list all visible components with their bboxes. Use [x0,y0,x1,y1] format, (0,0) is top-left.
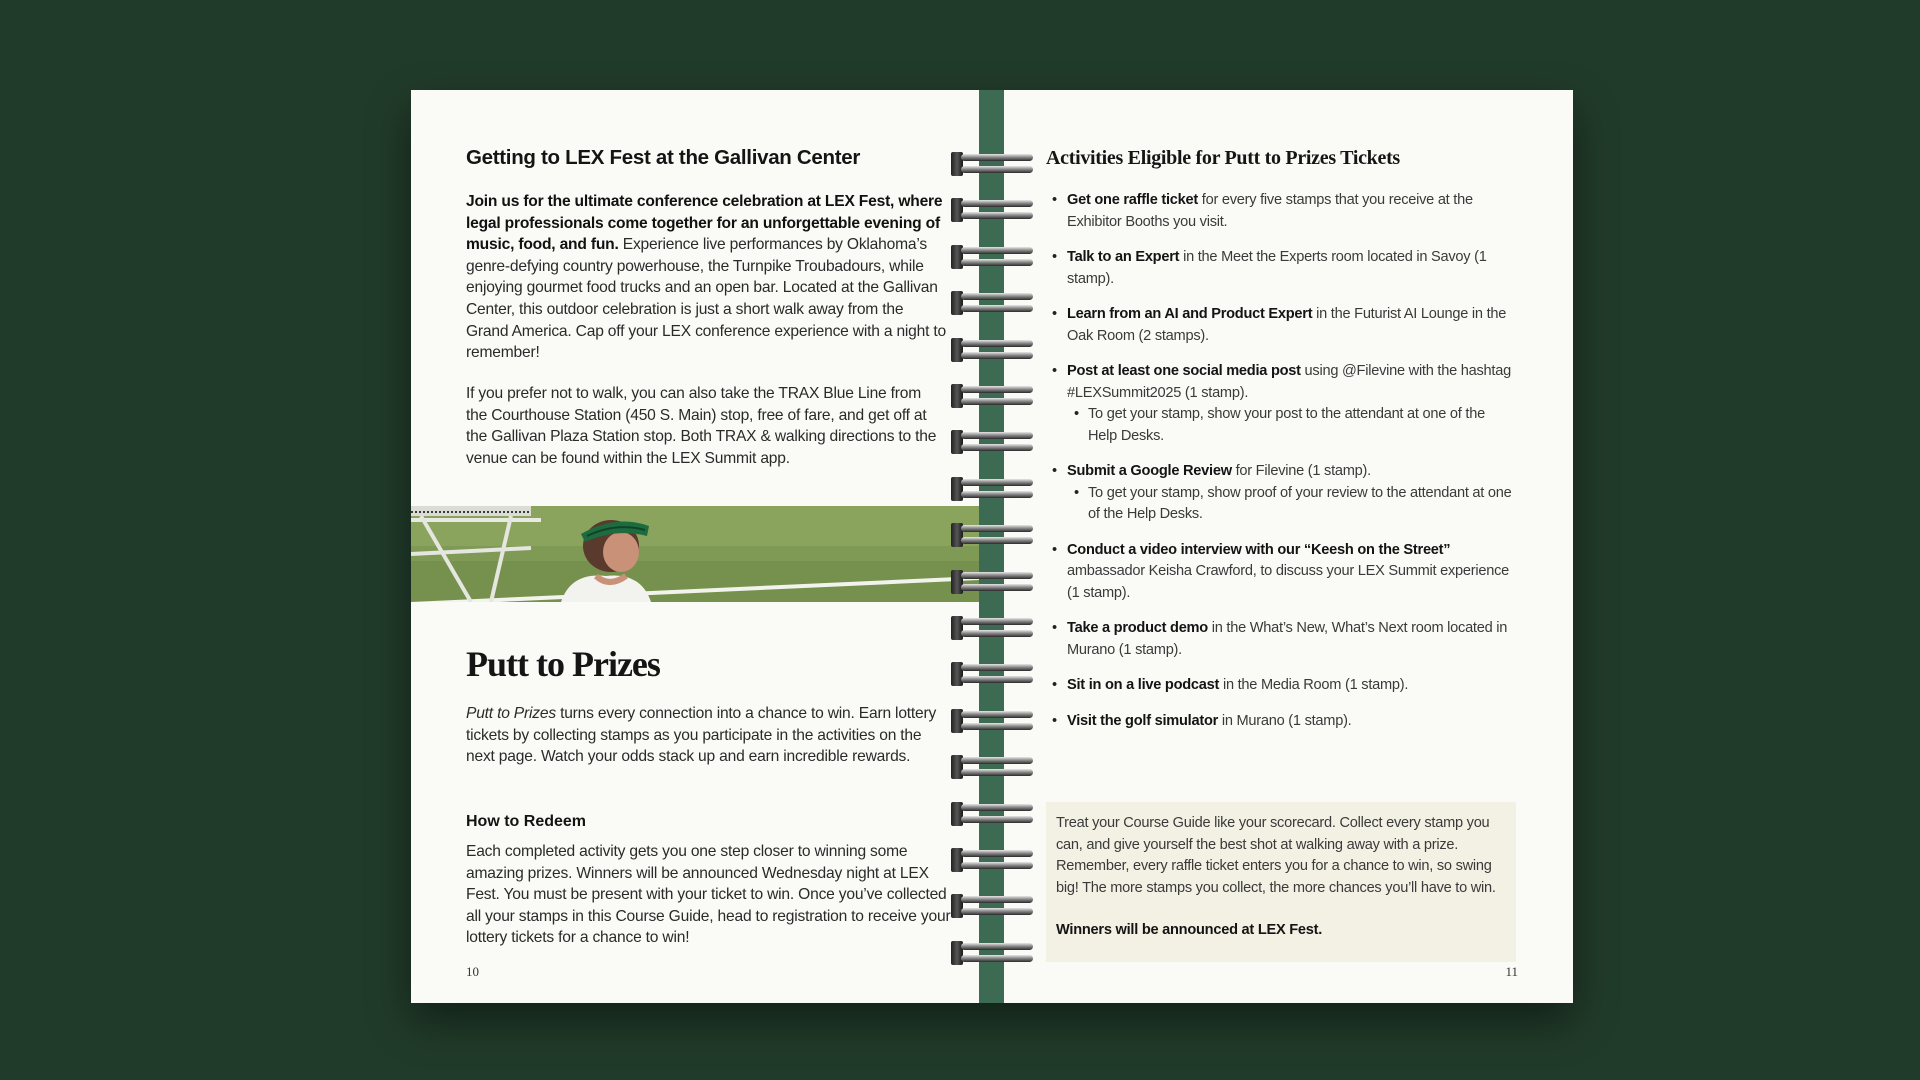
spiral-binding [949,150,1039,1030]
activities-title: Activities Eligible for Putt to Prizes Tickets [1046,147,1400,169]
spiral-ring [949,521,1035,549]
how-to-redeem-body: Each completed activity gets you one step closer to winning some amazing prizes. Winners will be announced Wednesday night at LEX Fest. You must be present with your ticket to win. Once you’ve collected all your stamps in this Course Guide, head to registration to receive your lottery tickets for a chance to win! [466,843,951,947]
activities-list [1046,190,1516,746]
callout-text: Treat your Course Guide like your scorecard. Collect every stamp you can, and give yourself the best shot at walking away with a prize. Remember, every raffle ticket enters you for a chance to win, so swing big! The more stamps you collect, the more chances you’ll have to win. [1056,815,1496,896]
activity-subitem: • To get your stamp, show proof of your review to the attendant at one of the Help Desks. [1067,483,1516,526]
putt-to-prizes-italic: Putt to Prizes [466,705,556,722]
activity-text: in Murano (1 stamp). [1218,712,1352,729]
spiral-ring [949,196,1035,224]
how-to-redeem-heading: How to Redeem [466,813,587,830]
scorecard-callout [1046,802,1516,962]
activity-bold: Talk to an Expert [1067,249,1180,265]
activity-text: ambassador Keisha Crawford, to discuss your LEX Summit experience (1 stamp). [1067,563,1510,601]
activity-subitem: • To get your stamp, show your post to the attendant at one of the Help Desks. [1067,404,1516,447]
spiral-ring [949,475,1035,503]
spiral-ring [949,846,1035,874]
spiral-ring [949,243,1035,271]
activity-bold: Post at least one social media post [1067,363,1301,379]
course-guide-booklet [411,90,1573,1003]
trax-directions: If you prefer not to walk, you can also take the TRAX Blue Line from the Courthouse Station (450 S. Main) stop, free of fare, and get off at the Gallivan Plaza Station stop. Both TRAX & walking directions to the venue can be found within the LEX Summit app. [466,385,937,467]
left-page [411,90,979,1003]
spiral-ring [949,382,1035,410]
spiral-ring [949,568,1035,596]
activity-item [1046,675,1516,697]
lex-fest-title: Getting to LEX Fest at the Gallivan Center [466,146,861,169]
spiral-ring [949,428,1035,456]
spiral-ring [949,800,1035,828]
putt-to-prizes-body [466,703,946,768]
spiral-ring [949,289,1035,317]
activity-bold: Take a product demo [1067,620,1208,636]
lex-fest-intro-rest: Experience live performances by Oklahoma’s genre-defying country powerhouse, the Turnpike Troubadours, while enjoying gourmet food trucks and an open bar. Located at the Gallivan Center, this outdoor celebration is just a short walk away from the Grand America. Cap off your LEX conference experience with a night to remember! [466,236,946,362]
spiral-ring [949,660,1035,688]
spiral-ring [949,150,1035,178]
activity-text: for every five stamps that you receive at the Exhibitor Booths you visit. [1067,192,1473,230]
activity-bold: Learn from an AI and Product Expert [1067,306,1313,322]
spiral-ring [949,753,1035,781]
activity-text: using @Filevine with the hashtag #LEXSummit2025 (1 stamp). [1067,363,1511,401]
activity-item [1046,618,1516,661]
activity-item [1046,361,1516,447]
spiral-ring [949,707,1035,735]
activity-item [1046,711,1516,733]
spiral-ring [949,939,1035,967]
putt-to-prizes-body-text: turns every connection into a chance to win. Earn lottery tickets by collecting stamps as you participate in the activities on the next page. Watch your odds stack up and earn incredible rewards. [466,705,937,766]
activity-text: for Filevine (1 stamp). [1231,463,1371,479]
page-number-left: 10 [466,964,479,979]
activity-item [1046,190,1516,233]
activity-bold: Visit the golf simulator [1067,712,1219,729]
activity-item [1046,247,1516,290]
tennis-player-photo [411,506,979,602]
spiral-ring [949,336,1035,364]
spiral-ring [949,614,1035,642]
putt-to-prizes-title: Putt to Prizes [466,644,660,684]
page-number-right: 11 [1505,964,1518,979]
activity-bold: Get one raffle ticket [1067,192,1198,208]
activity-text: in the What’s New, What’s Next room located in Murano (1 stamp). [1067,620,1508,658]
activity-bold: Conduct a video interview with our “Keesh on the Street” [1067,541,1451,558]
activity-text: in the Media Room (1 stamp). [1219,677,1409,693]
activity-item [1046,540,1516,605]
winners-announcement: Winners will be announced at LEX Fest. [1056,922,1323,938]
right-page [1004,90,1573,1003]
activity-text: in the Meet the Experts room located in Savoy (1 stamp). [1067,249,1487,287]
activity-text: in the Futurist AI Lounge in the Oak Room (2 stamps). [1067,306,1507,344]
activity-item [1046,304,1516,347]
spiral-ring [949,892,1035,920]
activity-bold: Submit a Google Review [1067,463,1232,479]
lex-fest-intro [466,191,946,364]
activity-item [1046,461,1516,526]
activity-bold: Sit in on a live podcast [1067,677,1220,693]
lex-fest-intro-bold: Join us for the ultimate conference celebration at LEX Fest, where legal professionals come together for an unforgettable evening of music, food, and fun. [466,193,943,254]
